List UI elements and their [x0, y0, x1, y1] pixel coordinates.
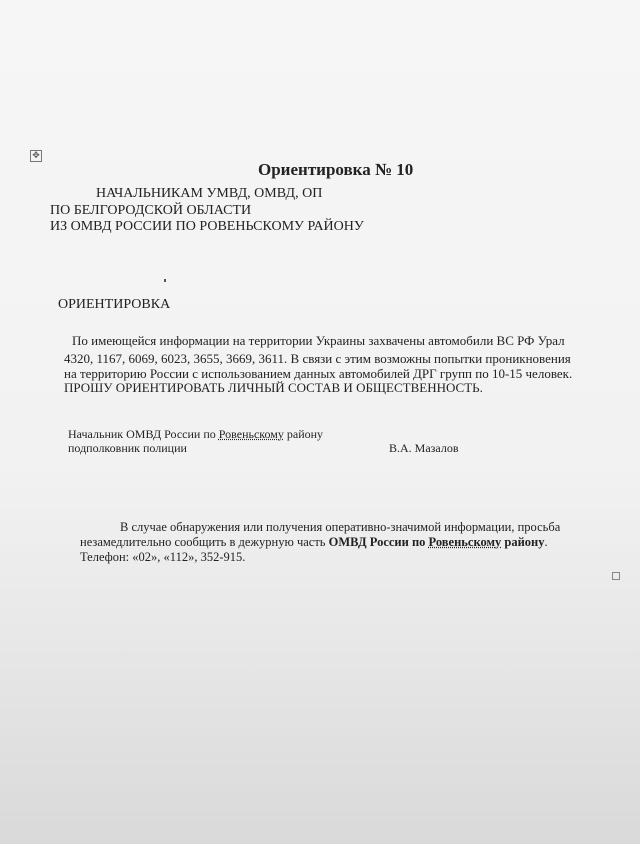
- body-line-2: 4320, 1167, 6069, 6023, 3655, 3669, 3611. В связи с этим возможны попытки проникновения: [64, 351, 571, 366]
- scan-speck: [164, 279, 166, 282]
- scan-mark: [612, 572, 620, 580]
- recipient-line-2: ПО БЕЛГОРОДСКОЙ ОБЛАСТИ: [50, 203, 252, 218]
- notice-line-3: Телефон: «02», «112», 352-915.: [80, 550, 246, 564]
- signature-position-line-2: подполковник полиции: [68, 441, 187, 455]
- signature-position-line-1: Начальник ОМВД России по Ровеньскому району: [68, 427, 324, 441]
- body-line-3: на территорию России с использованием данных автомобилей ДРГ групп по 10-15 человек.: [64, 366, 573, 381]
- signature-name: В.А. Мазалов: [389, 441, 459, 455]
- document-title: Ориентировка № 10: [258, 160, 414, 179]
- body-line-1: По имеющейся информации на территории Украины захвачены автомобили ВС РФ Урал: [72, 333, 565, 348]
- orientation-heading: ОРИЕНТИРОВКА: [58, 297, 171, 312]
- recipient-line-3: ИЗ ОМВД РОССИИ ПО РОВЕНЬСКОМУ РАЙОНУ: [50, 219, 364, 234]
- body-line-4: ПРОШУ ОРИЕНТИРОВАТЬ ЛИЧНЫЙ СОСТАВ И ОБЩЕСТВЕННОСТЬ.: [64, 380, 483, 395]
- table-move-handle-icon[interactable]: ✥: [30, 150, 42, 162]
- notice-line-2: незамедлительно сообщить в дежурную часть ОМВД России по Ровеньскому району.: [80, 535, 548, 549]
- recipient-line-1: НАЧАЛЬНИКАМ УМВД, ОМВД, ОП: [96, 186, 323, 201]
- notice-line-1: В случае обнаружения или получения оперативно-значимой информации, просьба: [120, 520, 561, 534]
